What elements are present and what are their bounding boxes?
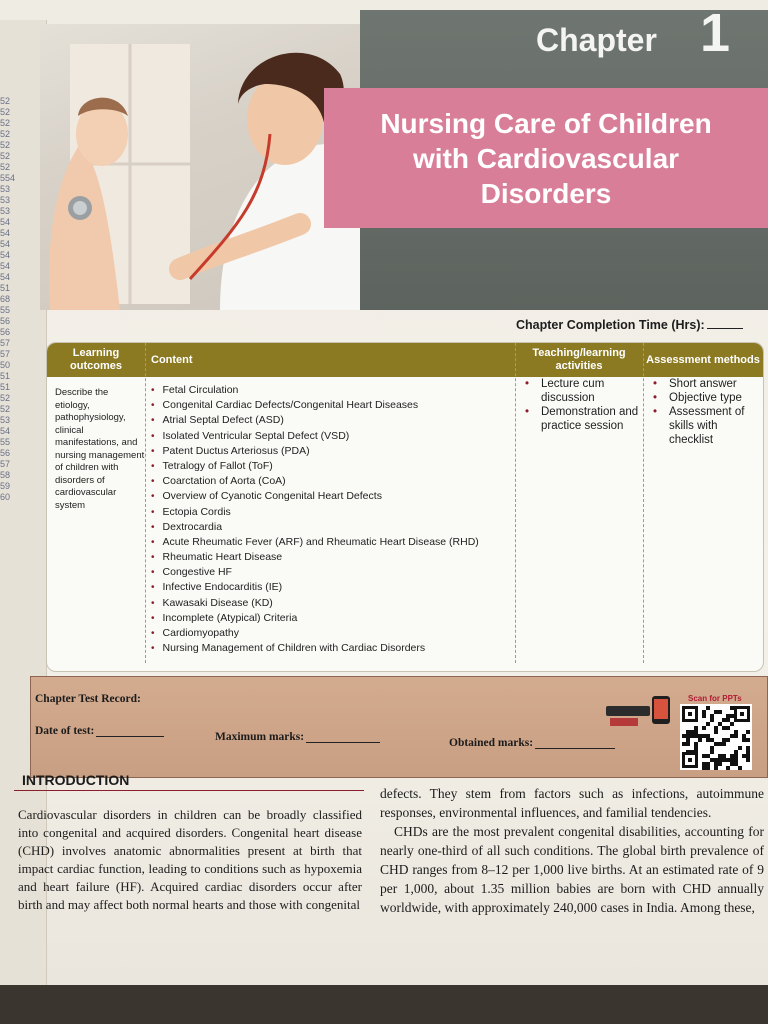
margin-number: 51 [0,371,11,381]
margin-number: 53 [0,415,11,425]
qr-module [682,734,686,738]
qr-module [730,762,734,766]
qr-module [694,742,698,746]
qr-module [742,734,746,738]
margin-number: 554 [0,173,16,183]
intro-paragraph: Cardiovascular disorders in children can be broadly classified into congenital and acquired disorders. Congenital heart disease (CHD) involves anatomic abnormalities present at birth that impact cardiac function, leading to conditions such as hypoxemia and heart failure (HF). Acquired cardiac disorders occur after birth and may affect both normal hearts and those with congenital [18,807,362,912]
content-item: • Fetal Circulation [151,383,511,398]
margin-number: 54 [0,250,11,260]
qr-module [734,762,738,766]
qr-module [718,742,722,746]
qr-module [714,730,718,734]
qr-module [734,734,738,738]
content-list [151,383,511,656]
margin-number: 53 [0,184,11,194]
qr-module [734,754,738,758]
qr-module [702,714,706,718]
margin-number: 54 [0,228,11,238]
content-item: • Cardiomyopathy [151,626,511,641]
obtained-marks-blank [535,748,615,749]
margin-number: 54 [0,217,11,227]
qr-module [722,758,726,762]
qr-module [714,742,718,746]
qr-module [730,706,734,710]
margin-number: 52 [0,129,11,139]
completion-time-label: Chapter Completion Time (Hrs): [516,318,705,332]
qr-module [714,710,718,714]
margin-number: 53 [0,206,11,216]
assessment-item: • Objective type [649,391,761,405]
content-item: • Overview of Cyanotic Congenital Heart Defects [151,489,511,504]
content-item: • Incomplete (Atypical) Criteria [151,611,511,626]
margin-number: 55 [0,437,11,447]
qr-module [702,710,706,714]
intro-left-column [18,806,362,914]
nurse-child-illustration [40,24,370,310]
content-item: • Tetralogy of Fallot (ToF) [151,459,511,474]
margin-number: 57 [0,338,11,348]
qr-module [710,714,714,718]
qr-module [706,734,710,738]
qr-module [694,726,698,730]
margin-number: 54 [0,239,11,249]
content-item: • Congestive HF [151,565,511,580]
qr-module [714,726,718,730]
qr-module [710,738,714,742]
qr-module [710,750,714,754]
qr-module [686,734,690,738]
test-record-title: Chapter Test Record: [35,693,141,705]
margin-number: 52 [0,140,11,150]
qr-module [710,758,714,762]
qr-module [718,754,722,758]
qr-module [730,754,734,758]
qr-module [702,734,706,738]
assessment-item: • Assessment of skills with checklist [649,405,761,447]
qr-module [726,718,730,722]
scan-for-ppts-label: Scan for PPTs [688,694,742,703]
margin-number: 57 [0,349,11,359]
qr-module [698,738,702,742]
content-item: • Isolated Ventricular Septal Defect (VSD) [151,429,511,444]
introduction-heading: INTRODUCTION [22,772,130,788]
content-item: • Coarctation of Aorta (CoA) [151,474,511,489]
qr-module [714,766,718,770]
qr-module [738,766,742,770]
qr-module [746,754,750,758]
content-item: • Patent Ductus Arteriosus (PDA) [151,444,511,459]
qr-module [726,714,730,718]
qr-module [718,710,722,714]
content-item: • Acute Rheumatic Fever (ARF) and Rheumatic Heart Disease (RHD) [151,535,511,550]
qr-module [690,730,694,734]
intro-paragraph-continued: defects. They stem from factors such as infections, autoimmune responses, environmental influences, and familial tendencies. [380,786,764,820]
intro-paragraph-chd: CHDs are the most prevalent congenital disabilities, accounting for nearly one-third of all such conditions. The global birth prevalence of CHD ranges from 8–12 per 1,000 live births. At an estimated rate of 9 per 1,000, about 1.35 million babies are born with CHD annually worldwide, with approximately 240,000 cases in India. Among these, [380,824,764,915]
qr-module [746,738,750,742]
qr-module [722,726,726,730]
margin-number: 52 [0,107,11,117]
qr-module [706,722,710,726]
qr-module [726,726,730,730]
margin-number: 50 [0,360,11,370]
qr-module [706,738,710,742]
content-item: • Infective Endocarditis (IE) [151,580,511,595]
assessment-list [649,377,761,447]
margin-page-numbers [0,96,40,503]
page-bottom-shadow [0,985,768,1024]
chapter-title: Nursing Care of Children with Cardiovascular Disorders [380,107,712,209]
learn-with-app-logo [606,694,674,728]
margin-number: 68 [0,294,11,304]
qr-module [686,730,690,734]
obtained-marks-label: Obtained marks: [449,737,534,749]
assessment-item: • Short answer [649,377,761,391]
margin-number: 52 [0,118,11,128]
qr-module [694,730,698,734]
maximum-marks [215,731,380,743]
margin-number: 55 [0,305,11,315]
intro-right-column [380,784,764,917]
qr-module [702,726,706,730]
margin-number: 52 [0,96,11,106]
qr-module [718,762,722,766]
qr-module [718,758,722,762]
date-of-test-label: Date of test: [35,725,95,737]
qr-module [726,738,730,742]
chapter-title-box [324,88,768,228]
margin-number: 59 [0,481,11,491]
qr-module [746,746,750,750]
header-learning-outcomes: Learning outcomes [47,343,145,377]
activity-item: • Lecture cum discussion [521,377,639,405]
header-content: Content [145,343,515,377]
margin-number: 56 [0,327,11,337]
margin-number: 51 [0,382,11,392]
margin-number: 54 [0,426,11,436]
obtained-marks [449,737,615,749]
chapter-number: 1 [700,3,731,63]
qr-module [722,738,726,742]
qr-module [702,766,706,770]
qr-module [722,754,726,758]
completion-time [516,318,743,332]
qr-module [690,734,694,738]
qr-module [710,718,714,722]
qr-module [746,730,750,734]
chapter-plan-table [46,342,764,672]
qr-module [730,714,734,718]
qr-module [702,762,706,766]
qr-module [686,742,690,746]
qr-module [710,746,714,750]
column-divider [515,343,516,663]
column-divider [643,343,644,663]
header-teaching-activities: Teaching/learning activities [515,343,643,377]
qr-module [742,754,746,758]
qr-module [742,738,746,742]
qr-module [718,722,722,726]
heading-underline [14,790,364,791]
qr-module [694,746,698,750]
content-item: • Atrial Septal Defect (ASD) [151,413,511,428]
margin-number: 56 [0,316,11,326]
qr-module [706,706,710,710]
maximum-marks-label: Maximum marks: [215,731,305,743]
qr-module [734,750,738,754]
margin-number: 52 [0,393,11,403]
content-item: • Congenital Cardiac Defects/Congenital Heart Diseases [151,398,511,413]
qr-module [690,750,694,754]
chapter-label: Chapter [536,22,657,58]
qr-module [734,730,738,734]
qr-module [706,754,710,758]
qr-module [726,758,730,762]
qr-module [734,758,738,762]
qr-module [746,758,750,762]
qr-module [702,754,706,758]
qr-module [694,750,698,754]
margin-number: 53 [0,195,11,205]
qr-module [722,742,726,746]
qr-module [698,734,702,738]
margin-number: 52 [0,162,11,172]
header-assessment-methods: Assessment methods [643,343,763,377]
qr-module [746,750,750,754]
margin-number: 54 [0,261,11,271]
margin-number: 52 [0,404,11,414]
activity-item: • Demonstration and practice session [521,405,639,433]
qr-module [682,742,686,746]
maximum-marks-blank [306,742,380,743]
column-divider [145,343,146,663]
qr-code-icon[interactable] [680,704,752,770]
margin-number: 51 [0,283,11,293]
learning-outcome-text: Describe the etiology, pathophysiology, clinical manifestations, and nursing management of children with disorders of cardiovascular system [55,387,145,511]
qr-module [730,734,734,738]
activities-list [521,377,639,433]
qr-module [686,750,690,754]
chapter-photo [40,24,370,310]
qr-module [706,766,710,770]
qr-module [714,762,718,766]
qr-module [686,738,690,742]
qr-module [694,734,698,738]
margin-number: 52 [0,151,11,161]
margin-number: 54 [0,272,11,282]
completion-time-blank [707,328,743,329]
margin-number: 57 [0,459,11,469]
content-item: • Dextrocardia [151,520,511,535]
qr-module [706,762,710,766]
qr-module [714,758,718,762]
margin-number: 60 [0,492,11,502]
content-item: • Rheumatic Heart Disease [151,550,511,565]
qr-module [738,746,742,750]
qr-module [722,718,726,722]
margin-number: 58 [0,470,11,480]
date-blank [96,736,164,737]
qr-module [730,758,734,762]
content-item: • Kawasaki Disease (KD) [151,596,511,611]
date-of-test [35,725,164,737]
qr-module [726,766,730,770]
content-item: • Nursing Management of Children with Cardiac Disorders [151,641,511,656]
content-item: • Ectopia Cordis [151,505,511,520]
qr-module [730,722,734,726]
margin-number: 56 [0,448,11,458]
